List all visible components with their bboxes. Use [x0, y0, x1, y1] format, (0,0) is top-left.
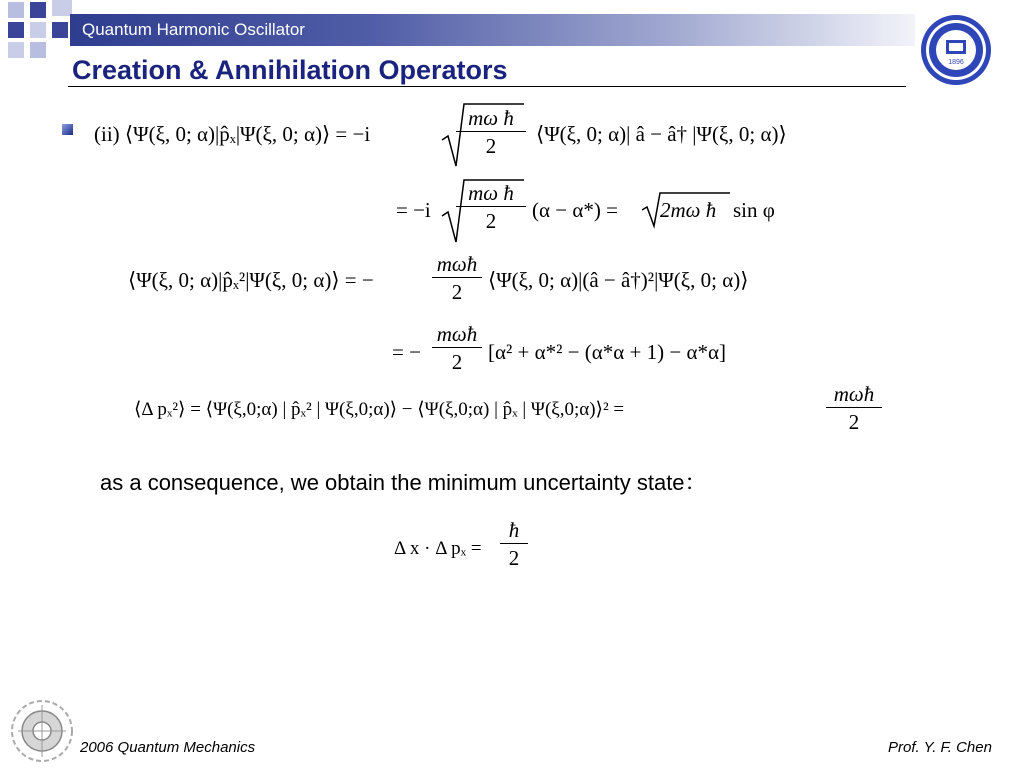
equation-4-fraction [432, 322, 482, 375]
fraction-denominator: 2 [500, 543, 528, 571]
equation-3-fraction [432, 252, 482, 305]
fraction-numerator: mωħ [436, 252, 478, 276]
title-divider [68, 86, 906, 87]
fraction-denominator: 2 [432, 347, 482, 375]
decor-square [52, 22, 68, 38]
equation-1-lhs: (ii) ⟨Ψ(ξ, 0; α)|p̂ₓ|Ψ(ξ, 0; α)⟩ = −i [94, 122, 371, 146]
gear-icon [4, 697, 76, 765]
equation-1-rhs: ⟨Ψ(ξ, 0; α)| â − â† |Ψ(ξ, 0; α)⟩ [536, 122, 787, 146]
decor-square [30, 22, 46, 38]
seal-year: 1896 [948, 59, 964, 66]
equation-3-lhs: ⟨Ψ(ξ, 0; α)|p̂ₓ²|Ψ(ξ, 0; α)⟩ = − [128, 268, 374, 292]
fraction-numerator: mω ħ [468, 106, 514, 130]
decor-square [30, 42, 46, 58]
fraction-numerator: mωħ [436, 322, 478, 346]
equation-5-lhs: ⟨Δ pₓ²⟩ = ⟨Ψ(ξ,0;α) | p̂ₓ² | Ψ(ξ,0;α)⟩ − ⟨Ψ(ξ,0;α) | p̂ₓ | Ψ(ξ,0;α)⟩² = [134, 399, 625, 420]
course-title: Quantum Harmonic Oscillator [82, 20, 305, 39]
equation-4-rhs: [α² + α*² − (α*α + 1) − α*α] [488, 340, 726, 364]
fraction-denominator: 2 [456, 206, 526, 234]
decor-square [8, 42, 24, 58]
fraction-numerator: ħ [508, 518, 520, 542]
fraction-numerator: mωħ [833, 382, 875, 406]
university-seal-icon [920, 14, 992, 86]
equation-2-sqrt-content: 2mω ħ [660, 198, 717, 222]
slide-title: Creation & Annihilation Operators [72, 55, 508, 85]
fraction-denominator: 2 [826, 407, 882, 435]
equation-2-lhs: = −i [396, 198, 431, 222]
consequence-text: as a consequence, we obtain the minimum uncertainty state： [100, 470, 707, 495]
fraction-denominator: 2 [456, 131, 526, 159]
equation-2-fraction [456, 181, 526, 234]
fraction-numerator: mω ħ [468, 181, 514, 205]
uncertainty-equation-lhs: Δ x · Δ pₓ = [394, 538, 482, 559]
footer-course: 2006 Quantum Mechanics [80, 739, 256, 756]
decor-square [8, 2, 24, 18]
fraction-denominator: 2 [432, 277, 482, 305]
decor-square [52, 0, 72, 16]
equation-5-fraction [826, 382, 882, 435]
decor-square [8, 22, 24, 38]
decor-square [30, 2, 46, 18]
equation-3-rhs: ⟨Ψ(ξ, 0; α)|(â − â†)²|Ψ(ξ, 0; α)⟩ [488, 268, 749, 292]
equation-4-lhs: = − [392, 340, 421, 364]
bullet-icon [62, 124, 73, 135]
uncertainty-equation-fraction [500, 518, 528, 571]
equation-2-rhs: (α − α*) = [532, 198, 618, 222]
equation-1-fraction [456, 106, 526, 159]
equation-2-tail: sin φ [733, 198, 775, 222]
footer-author: Prof. Y. F. Chen [888, 739, 992, 756]
